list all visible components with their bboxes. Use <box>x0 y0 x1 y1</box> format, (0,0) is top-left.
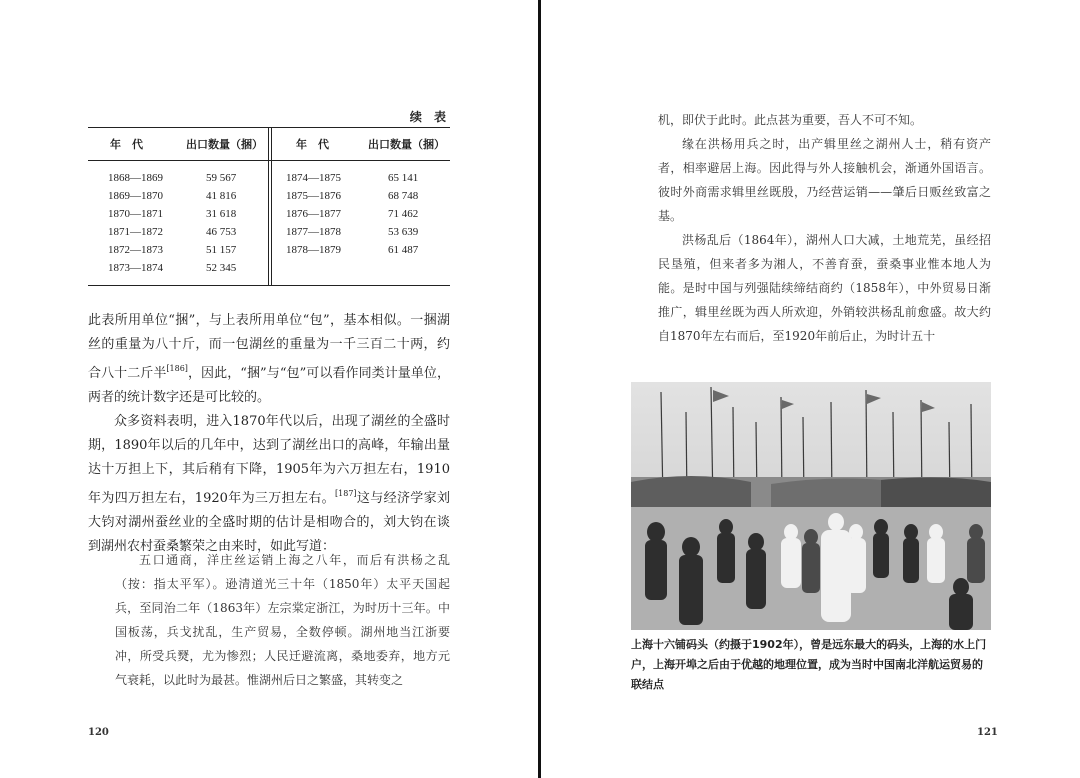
page-number-right: 121 <box>977 727 998 738</box>
footnote-ref: [186] <box>166 364 188 373</box>
text-run: 这与经济学家刘大钧对湖州蚕丝业的全盛时期的估计是相吻合的，刘大钧在谈到湖州农村蚕桑繁荣之由来时，如此写道： <box>88 491 450 554</box>
table-cell: 1873—1874 <box>108 262 163 274</box>
table-header-qty-left: 出口数量（捆） <box>186 138 263 151</box>
table-left-years <box>108 169 163 277</box>
table-cell: 51 157 <box>206 244 237 256</box>
table-top-rule <box>88 127 450 128</box>
table-right-years <box>286 169 341 259</box>
table-divider <box>268 127 269 285</box>
table-cell: 1878—1879 <box>286 244 341 256</box>
table-cell: 1871—1872 <box>108 226 163 238</box>
historic-photo-shiliupu-wharf <box>631 382 991 630</box>
photo-illustration <box>631 382 991 630</box>
table-title: 续 表 <box>409 110 450 124</box>
quote-paragraph: 机，即伏于此时。此点甚为重要，吾人不可不知。 <box>658 113 923 127</box>
table-cell: 1870—1871 <box>108 208 163 220</box>
table-header-years-left: 年 代 <box>110 138 143 151</box>
page-number-left: 120 <box>88 727 109 738</box>
table-cell: 53 639 <box>388 226 419 238</box>
footnote-ref: [187] <box>335 489 357 498</box>
left-quote-block: 五口通商，洋庄丝运销上海之八年，而后有洪杨之乱（按：指太平军）。逊清道光三十年（1850年）太平天国起兵，至同治二年（1863年）左宗棠定浙江，为时历十三年。中国板荡，兵戈扰乱，生产贸易，全数停顿。湖州地当江浙要冲，所受兵燹，尤为惨烈；人民迁避流离，桑地委弃，地方元气衰耗，以此时为最甚。惟湖州后日之繁盛，其转变之 <box>115 553 450 687</box>
table-cell: 41 816 <box>206 190 237 202</box>
table-cell: 59 567 <box>206 172 237 184</box>
table-cell: 1877—1878 <box>286 226 341 238</box>
table-bottom-rule <box>88 285 450 286</box>
table-cell: 65 141 <box>388 172 419 184</box>
left-body-text <box>88 309 450 559</box>
paragraph <box>88 410 450 559</box>
table-cell: 1868—1869 <box>108 172 163 184</box>
table-header-rule <box>88 160 450 161</box>
table-cell: 1875—1876 <box>286 190 341 202</box>
quote-paragraph: 缘在洪杨用兵之时，出产辑里丝之湖州人士，稍有资产者，相率避居上海。因此得与外人接触机会，渐通外国语言。彼时外商需求辑里丝既殷，乃经营运销——肇后日贩丝致富之基。 <box>658 137 991 223</box>
table-cell: 1872—1873 <box>108 244 163 256</box>
table-cell: 71 462 <box>388 208 419 220</box>
text-run: 此表所用单位“捆”，与上表所用单位“包”，基本相似。一捆湖丝的重量为八十斤，而一包湖丝的重量为一千三百二十两，约合八十二斤半 <box>88 313 450 381</box>
table-cell: 52 345 <box>206 262 237 274</box>
paragraph <box>88 309 450 410</box>
table-left-qty <box>206 169 236 277</box>
table-right-qty <box>388 169 418 259</box>
photo-caption: 上海十六铺码头（约摄于1902年），曾是远东最大的码头，上海的水上门户，上海开埠之后由于优越的地理位置，成为当时中国南北洋航运贸易的联结点 <box>631 638 987 691</box>
table-cell: 68 748 <box>388 190 419 202</box>
table-header-qty-right: 出口数量（捆） <box>368 138 445 151</box>
table-divider <box>271 127 272 285</box>
table-header-years-right: 年 代 <box>296 138 329 151</box>
table-cell: 1869—1870 <box>108 190 163 202</box>
table-cell: 1876—1877 <box>286 208 341 220</box>
text-run: ，因此，“捆”与“包”可以看作同类计量单位，两者的统计数字还是可比较的。 <box>88 366 450 405</box>
quote-paragraph: 洪杨乱后（1864年），湖州人口大减，土地荒芜，虽经招民垦殖，但来者多为湘人，不善育蚕，蚕桑事业惟本地人为能。是时中国与列强陆续缔结商约（1858年），中外贸易日渐推广，辑里丝既为西人所欢迎，外销较洪杨乱前愈盛。故大约自1870年左右而后，至1920年前后止，为时计五十 <box>658 233 991 343</box>
table-cell: 1874—1875 <box>286 172 341 184</box>
table-cell: 46 753 <box>206 226 237 238</box>
text-run: 众多资料表明，进入1870年代以后，出现了湖丝的全盛时期，1890年以后的几年中，达到了湖丝出口的高峰，年输出量达十万担上下，其后稍有下降，1905年为六万担左右，1910年为四万担左右，1920年为三万担左右。 <box>88 414 450 506</box>
right-quote-block <box>658 108 991 348</box>
table-cell: 31 618 <box>206 208 237 220</box>
table-cell: 61 487 <box>388 244 419 256</box>
